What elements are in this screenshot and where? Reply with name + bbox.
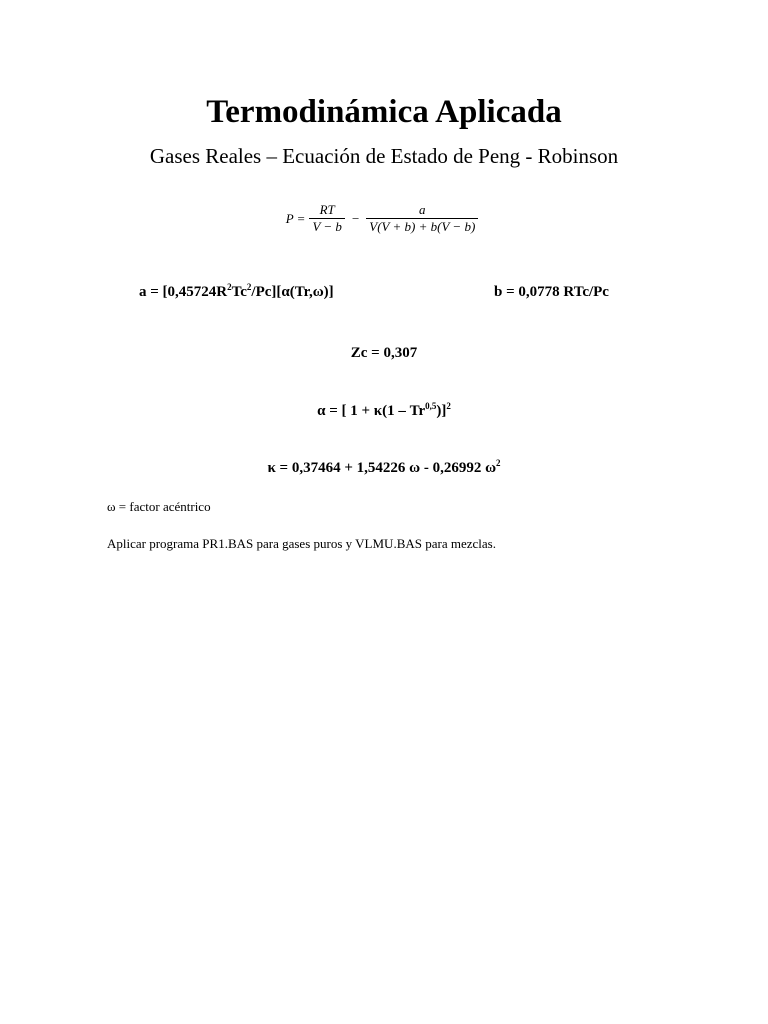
fraction-a [366, 202, 478, 235]
page-subtitle: Gases Reales – Ecuación de Estado de Peng - Robinson [149, 144, 619, 168]
equation-alpha-sup1: 0,5 [425, 401, 437, 411]
equation-alpha-sup2: 2 [446, 401, 451, 411]
equation-a-suffix: /Pc][α(Tr,ω)] [251, 284, 334, 300]
omega-definition: ω = factor acéntrico [107, 499, 211, 514]
equation-kappa [0, 458, 768, 478]
peng-robinson-equation [0, 202, 768, 235]
fraction-a-denominator: V(V + b) + b(V − b) [366, 218, 478, 235]
fraction-rt [309, 202, 344, 235]
fraction-rt-numerator: RT [319, 202, 335, 217]
apply-program-note: Aplicar programa PR1.BAS para gases puros y VLMU.BAS para mezclas. [107, 536, 496, 551]
equation-a-prefix: a = [0,45724R [139, 284, 228, 300]
equation-b: b = 0,0778 RTc/Pc [494, 284, 609, 300]
equation-a-sup1: 2 [227, 282, 232, 292]
equation-kappa-text: κ = 0,37464 + 1,54226 ω - 0,26992 ω [267, 460, 497, 476]
equation-a-sup2: 2 [246, 282, 252, 292]
equation-a [139, 282, 334, 302]
equation-lhs: P = [285, 210, 306, 226]
equation-zc: Zc = 0,307 [350, 345, 418, 361]
equation-alpha-mid: )] [436, 403, 447, 419]
fraction-rt-denominator: V − b [309, 218, 344, 235]
equation-alpha-prefix: α = [ 1 + κ(1 – Tr [317, 403, 426, 419]
page-title: Termodinámica Aplicada [206, 94, 562, 130]
minus-sign: − [351, 210, 360, 226]
equation-alpha [0, 401, 768, 421]
fraction-a-numerator: a [419, 202, 426, 217]
equation-a-mid: Tc [231, 284, 247, 300]
equation-kappa-sup: 2 [496, 458, 501, 468]
